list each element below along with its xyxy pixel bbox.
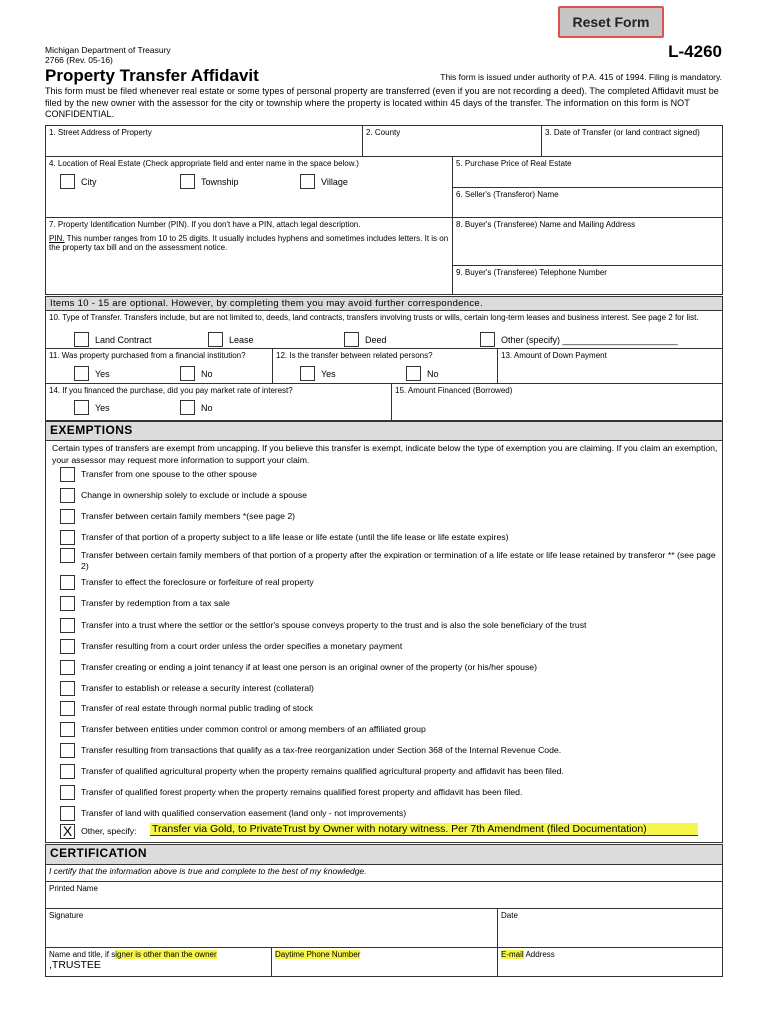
printed-name-label: Printed Name <box>49 884 98 893</box>
exemptions-heading: EXEMPTIONS <box>45 421 723 441</box>
county-field[interactable] <box>362 125 542 157</box>
related-yes-option[interactable] <box>300 366 336 381</box>
intro-text: This form must be filed whenever real estate or some types of personal property are transferred (even if you are not recording a deed). The completed Affidavit must be filed by the new owner with the assessor for the city or township where the property is located within 45 days of the transfer. The information on this form is NOT CONFIDENTIAL. <box>45 86 719 119</box>
city-checkbox[interactable] <box>60 174 75 189</box>
email-label-b: Address <box>523 950 555 959</box>
location-label: 4. Location of Real Estate (Check appropriate field and enter name in the space below.) <box>49 159 359 168</box>
name-title-label-a: Name and title, if s <box>49 950 116 959</box>
exemption-label: Transfer of qualified agricultural property when the property remains qualified agricultural property and affidavit has been filed. <box>81 766 564 776</box>
date-field[interactable] <box>497 908 723 948</box>
exemption-item[interactable] <box>60 530 720 545</box>
signature-label: Signature <box>49 911 84 920</box>
pin-field[interactable] <box>45 217 453 295</box>
market-yes-label: Yes <box>95 402 110 413</box>
department-header <box>45 45 171 65</box>
exemption-checkbox[interactable] <box>60 743 75 758</box>
form-number: L-4260 <box>668 42 722 61</box>
email-field[interactable] <box>497 947 723 977</box>
exemption-label: Transfer resulting from transactions that qualify as a tax-free reorganization under Section 368 of the Internal Revenue Code. <box>81 745 562 755</box>
market-no-label: No <box>201 402 213 413</box>
exemption-checkbox[interactable] <box>60 785 75 800</box>
lease-checkbox[interactable] <box>208 332 223 347</box>
related-no-checkbox[interactable] <box>406 366 421 381</box>
location-city-option[interactable] <box>60 174 97 189</box>
deed-label: Deed <box>365 334 387 345</box>
purchase-price-label: 5. Purchase Price of Real Estate <box>456 159 572 168</box>
street-address-field[interactable] <box>45 125 363 157</box>
exemption-checkbox[interactable] <box>60 681 75 696</box>
certification-statement: I certify that the information above is true and complete to the best of my knowledge. <box>45 864 723 882</box>
exemption-label: Transfer between entities under common control or among members of an affiliated group <box>81 724 426 734</box>
email-label-a: E-mail <box>501 950 524 959</box>
exemption-label: Transfer of that portion of a property subject to a life lease or life estate (until the life lease or life estate expires) <box>81 532 509 542</box>
transfer-deed-option[interactable] <box>344 332 387 347</box>
fi-no-checkbox[interactable] <box>180 366 195 381</box>
township-label: Township <box>201 176 239 187</box>
exemption-checkbox[interactable] <box>60 764 75 779</box>
related-yes-label: Yes <box>321 368 336 379</box>
daytime-phone-field[interactable] <box>271 947 498 977</box>
exemption-item[interactable] <box>60 743 720 758</box>
location-field[interactable] <box>45 156 453 218</box>
financial-institution-label: 11. Was property purchased from a financial institution? <box>49 351 246 360</box>
exemption-checkbox[interactable] <box>60 596 75 611</box>
exemption-item[interactable] <box>60 806 720 821</box>
exemption-label: Transfer resulting from a court order unless the order specifies a monetary payment <box>81 641 403 651</box>
reset-form-button[interactable]: Reset Form <box>558 6 664 38</box>
village-checkbox[interactable] <box>300 174 315 189</box>
exemption-item[interactable] <box>60 639 720 654</box>
exemption-label: Transfer of real estate through normal public trading of stock <box>81 703 313 713</box>
exemption-checkbox[interactable] <box>60 488 75 503</box>
pin-note <box>49 234 449 253</box>
printed-name-field[interactable] <box>45 881 723 909</box>
exemption-item[interactable] <box>60 467 720 482</box>
exemption-item[interactable] <box>60 596 720 611</box>
township-checkbox[interactable] <box>180 174 195 189</box>
transfer-other-option[interactable] <box>480 332 678 347</box>
name-title-field[interactable] <box>45 947 272 977</box>
exemption-label: Change in ownership solely to exclude or include a spouse <box>81 490 308 500</box>
exemption-checkbox[interactable] <box>60 548 75 563</box>
exemption-item[interactable] <box>60 618 720 633</box>
exemption-item[interactable] <box>60 785 720 800</box>
amount-financed-label: 15. Amount Financed (Borrowed) <box>395 386 513 395</box>
date-label: Date <box>501 911 518 920</box>
transfer-land-contract-option[interactable] <box>74 332 152 347</box>
buyer-name-field[interactable] <box>452 217 723 266</box>
exemption-item[interactable] <box>60 701 720 716</box>
lease-label: Lease <box>229 334 254 345</box>
exemption-item[interactable] <box>60 575 720 590</box>
exemption-checkbox[interactable] <box>60 660 75 675</box>
fi-no-label: No <box>201 368 213 379</box>
exemption-checkbox[interactable] <box>60 639 75 654</box>
market-yes-option[interactable] <box>74 400 110 415</box>
location-township-option[interactable] <box>180 174 239 189</box>
certification-heading: CERTIFICATION <box>45 844 723 865</box>
exemption-label: Transfer to effect the foreclosure or forfeiture of real property <box>81 577 314 587</box>
exemption-item[interactable] <box>60 548 720 571</box>
signature-field[interactable] <box>45 908 498 948</box>
amount-financed-field[interactable] <box>391 383 723 421</box>
exemption-checkbox[interactable] <box>60 618 75 633</box>
market-no-checkbox[interactable] <box>180 400 195 415</box>
market-rate-label: 14. If you financed the purchase, did you pay market rate of interest? <box>49 386 293 395</box>
optional-items-band: Items 10 - 15 are optional. However, by completing them you may avoid further correspondence. <box>45 296 723 311</box>
exemption-item[interactable] <box>60 488 720 503</box>
exemption-item[interactable] <box>60 681 720 696</box>
page-title: Property Transfer Affidavit <box>45 66 259 85</box>
location-village-option[interactable] <box>300 174 348 189</box>
exemption-checkbox[interactable] <box>60 575 75 590</box>
buyer-phone-field[interactable] <box>452 265 723 295</box>
exemption-label: Transfer between certain family members of that portion of a property after the expiration or termination of a life estate or life lease retained by transferor ** (see page 2) <box>81 550 716 571</box>
exemption-checkbox[interactable] <box>60 722 75 737</box>
other-transfer-checkbox[interactable] <box>480 332 495 347</box>
related-yes-checkbox[interactable] <box>300 366 315 381</box>
exemption-item[interactable] <box>60 509 720 524</box>
fi-yes-label: Yes <box>95 368 110 379</box>
daytime-phone-label: Daytime Phone Number <box>275 950 361 959</box>
exemption-label: Transfer between certain family members *(see page 2) <box>81 511 296 521</box>
pin-link[interactable]: PIN. <box>49 233 65 243</box>
pin-label: 7. Property Identification Number (PIN). If you don't have a PIN, attach legal description. <box>49 220 361 229</box>
purchase-price-field[interactable] <box>452 156 723 188</box>
other-transfer-label: Other (specify) _______________________ <box>501 334 678 345</box>
other-exemption-input[interactable]: Transfer via Gold, to PrivateTrust by Owner with notary witness. Per 7th Amendment (filed Documentation) <box>150 823 698 836</box>
down-payment-field[interactable] <box>497 348 723 384</box>
fi-no-option[interactable] <box>180 366 213 381</box>
land-contract-label: Land Contract <box>95 334 152 345</box>
exemption-checkbox[interactable] <box>60 806 75 821</box>
county-label: 2. County <box>366 128 401 137</box>
exemption-label: Transfer by redemption from a tax sale <box>81 598 230 608</box>
exemption-item[interactable] <box>60 722 720 737</box>
fi-yes-option[interactable] <box>74 366 110 381</box>
date-of-transfer-label: 3. Date of Transfer (or land contract signed) <box>545 128 700 137</box>
other-exemption-label: Other, specify: <box>81 826 137 836</box>
exemption-item[interactable] <box>60 764 720 779</box>
fi-yes-checkbox[interactable] <box>74 366 89 381</box>
deed-checkbox[interactable] <box>344 332 359 347</box>
exemption-label: Transfer of qualified forest property when the property remains qualified forest property and affidavit has been filed. <box>81 787 523 797</box>
exemption-checkbox[interactable] <box>60 509 75 524</box>
street-address-label: 1. Street Address of Property <box>49 128 152 137</box>
exemption-item[interactable] <box>60 660 720 675</box>
exemption-label: Transfer into a trust where the settlor or the settlor's spouse conveys property to the trust and is also the sole beneficiary of the trust <box>81 620 587 630</box>
date-of-transfer-field[interactable] <box>541 125 723 157</box>
authority-note: This form is issued under authority of P.A. 415 of 1994. Filing is mandatory. <box>440 72 722 82</box>
related-persons-label: 12. Is the transfer between related persons? <box>276 351 433 360</box>
name-title-label-b: igner is other than the owner <box>115 950 217 959</box>
exemption-checkbox[interactable] <box>60 530 75 545</box>
transfer-lease-option[interactable] <box>208 332 254 347</box>
exemption-label: Transfer of land with qualified conservation easement (land only - not improvements) <box>81 808 407 818</box>
seller-name-label: 6. Seller's (Transferor) Name <box>456 190 559 199</box>
exemption-label: Transfer creating or ending a joint tenancy if at least one person is an original owner of the property (or his/her spouse) <box>81 662 538 672</box>
buyer-phone-label: 9. Buyer's (Transferee) Telephone Number <box>456 268 607 277</box>
seller-name-field[interactable] <box>452 187 723 218</box>
name-title-value[interactable]: ,TRUSTEE <box>49 958 101 971</box>
exemption-label: Transfer to establish or release a security interest (collateral) <box>81 683 314 693</box>
other-exemption-checkbox[interactable]: X <box>60 824 75 839</box>
related-no-label: No <box>427 368 439 379</box>
exemption-checkbox[interactable] <box>60 701 75 716</box>
form-revision: 2766 (Rev. 05-16) <box>45 55 113 65</box>
village-label: Village <box>321 176 348 187</box>
exemption-checkbox[interactable] <box>60 467 75 482</box>
type-of-transfer-label: 10. Type of Transfer. Transfers include, but are not limited to, deeds, land contracts, transfers involving trusts or wills, certain long-term leases and business interest. See page 2 for list. <box>49 313 699 322</box>
exemptions-intro: Certain types of transfers are exempt from uncapping. If you believe this transfer is exempt, indicate below the type of exemption you are claiming. If you claim an exemption, your assessor may request more information to support your claim. <box>52 443 718 465</box>
market-yes-checkbox[interactable] <box>74 400 89 415</box>
buyer-name-label: 8. Buyer's (Transferee) Name and Mailing Address <box>456 220 636 229</box>
department-name: Michigan Department of Treasury <box>45 45 171 55</box>
city-label: City <box>81 176 97 187</box>
down-payment-label: 13. Amount of Down Payment <box>501 351 607 360</box>
market-no-option[interactable] <box>180 400 213 415</box>
land-contract-checkbox[interactable] <box>74 332 89 347</box>
related-no-option[interactable] <box>406 366 439 381</box>
pin-note-text: This number ranges from 10 to 25 digits. It usually includes hyphens and sometimes includes letters. It is on the property tax bill and on the assessment notice. <box>49 233 449 252</box>
exemption-label: Transfer from one spouse to the other spouse <box>81 469 257 479</box>
